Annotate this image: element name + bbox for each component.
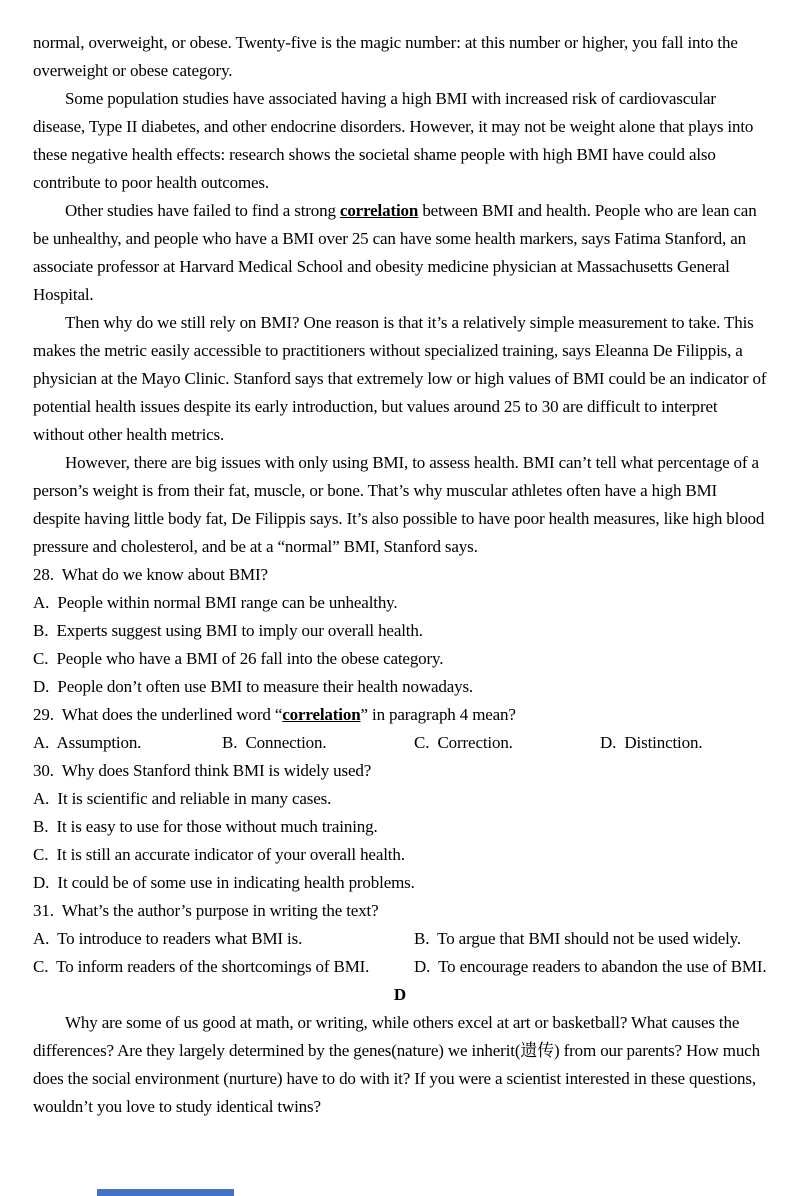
question-29-option-c: C. Correction. <box>414 733 513 752</box>
question-text: 29. What does the underlined word “ <box>33 705 283 724</box>
question-29-option-d: D. Distinction. <box>600 733 703 752</box>
question-30-option-b: B. It is easy to use for those without much training. <box>33 817 378 836</box>
question-30-option-a: A. It is scientific and reliable in many cases. <box>33 789 332 808</box>
paragraph-text: between BMI and health. People who are lean can be unhealthy, and people who have a BMI over 25 can have some health markers, says Fatima Stanford, an associate professor at Harvard Medical School and obesity medicine physician at Massachusetts General Hospital. <box>33 201 757 304</box>
question-30-option-c: C. It is still an accurate indicator of your overall health. <box>33 845 405 864</box>
passage-paragraph-population-studies: Some population studies have associated having a high BMI with increased risk of cardiovascular disease, Type II diabetes, and other endocrine disorders. However, it may not be weight alone that plays into these negative health effects: research shows the societal shame people with high BMI have could also contribute to poor health outcomes. <box>33 89 754 192</box>
section-d-heading: D <box>393 985 407 1004</box>
question-29-option-a: A. Assumption. <box>33 733 142 752</box>
passage-paragraph-big-issues: However, there are big issues with only using BMI, to assess health. BMI can’t tell what percentage of a person’s weight is from their fat, muscle, or bone. That’s why muscular athletes often have a high BMI despite having little body fat, De Filippis says. It’s also possible to have poor health measures, like high blood pressure and cholesterol, and be at a “normal” BMI, Stanford says. <box>33 453 765 556</box>
passage-paragraph-intro: normal, overweight, or obese. Twenty-five is the magic number: at this number or higher, you fall into the overweight or obese category. <box>33 33 738 80</box>
question-28-option-b: B. Experts suggest using BMI to imply our overall health. <box>33 621 423 640</box>
question-text: ” in paragraph 4 mean? <box>360 705 516 724</box>
question-31-options-grid <box>33 925 767 981</box>
passage-paragraph-other-studies <box>33 197 767 309</box>
question-31-option-c: C. To inform readers of the shortcomings of BMI. <box>33 957 370 976</box>
question-28-option-d: D. People don’t often use BMI to measure their health nowadays. <box>33 677 474 696</box>
question-29-option-b: B. Connection. <box>222 733 327 752</box>
question-30-stem: 30. Why does Stanford think BMI is widely used? <box>33 761 372 780</box>
underlined-word-correlation: correlation <box>339 201 419 220</box>
passage-d-paragraph-twins: Why are some of us good at math, or writing, while others excel at art or basketball? What causes the differences? Are they largely determined by the genes(nature) we inherit(遗传) from our parents? How much does the social environment (nurture) have to do with it? If you were a scientist interested in these questions, wouldn’t you love to study identical twins? <box>33 1013 760 1116</box>
question-28-option-a: A. People within normal BMI range can be unhealthy. <box>33 593 398 612</box>
question-29-stem <box>33 701 767 729</box>
question-31-option-d: D. To encourage readers to abandon the use of BMI. <box>414 957 767 976</box>
passage-paragraph-why-rely: Then why do we still rely on BMI? One reason is that it’s a relatively simple measurement to take. This makes the metric easily accessible to practitioners without specialized training, says Eleanna De Filippis, a physician at the Mayo Clinic. Stanford says that extremely low or high values of BMI could be an indicator of potential health issues despite its early introduction, but values around 25 to 30 are difficult to interpret without other health metrics. <box>33 313 767 444</box>
underlined-word-correlation: correlation <box>282 705 361 724</box>
question-31-stem: 31. What’s the author’s purpose in writing the text? <box>33 901 379 920</box>
question-29-options-row <box>33 729 767 757</box>
question-31-option-b: B. To argue that BMI should not be used widely. <box>414 929 742 948</box>
question-28-option-c: C. People who have a BMI of 26 fall into the obese category. <box>33 649 444 668</box>
paragraph-text: Other studies have failed to find a strong <box>65 201 340 220</box>
question-30-option-d: D. It could be of some use in indicating health problems. <box>33 873 415 892</box>
question-28-stem: 28. What do we know about BMI? <box>33 565 268 584</box>
partial-blue-bar <box>97 1189 234 1196</box>
question-31-option-a: A. To introduce to readers what BMI is. <box>33 929 303 948</box>
